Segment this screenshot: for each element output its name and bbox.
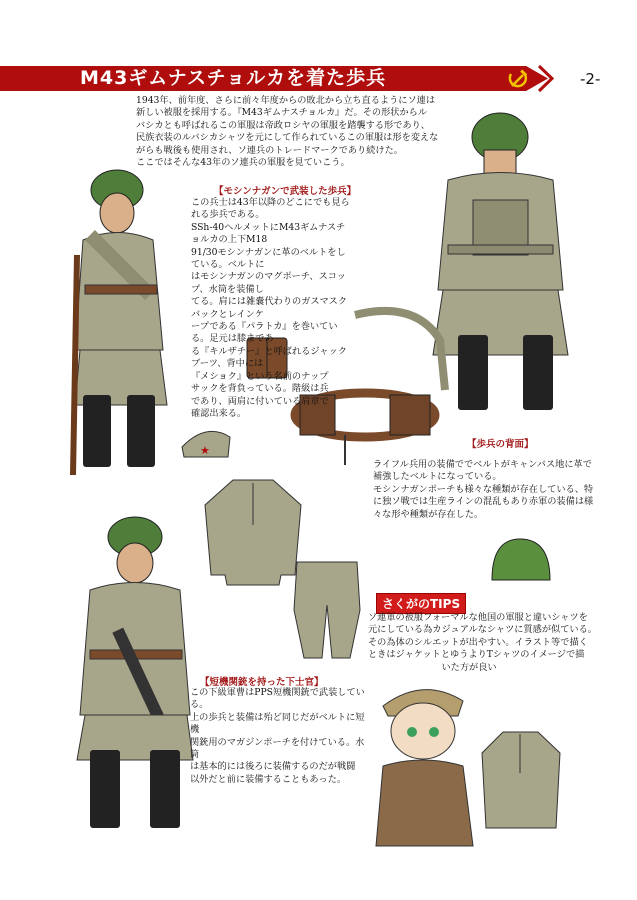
nco-section-title: 【短機関銃を持った下士官】 [200,677,324,688]
breeches-illustration [292,560,362,660]
hammer-sickle-icon [507,68,529,90]
page-title: M43ギムナスチョルカを着た歩兵 [80,67,387,89]
intro-text: 1943年、前年度、さらに前々年度からの敗北から立ち直るようにソ連は 新しい被服を採用する。『M43ギムナスチョルカ』だ。その形状からル バシカとも呼ばれるこの軍服は帝政ロシヤの軍服を踏襲する形であり、 民族衣装のルバシカシャツを元にして作られているこの軍服は形を変えな がらも戦後も使用され、ソ連兵のトレードマークであり続けた。 ここではそんな43年のソ連兵の軍服を見ていこう。 [136,95,439,169]
back-description: ライフル兵用の装備ででベルトがキャンバス地に革で 補強したベルトになっている。 モシンナガンポーチも様々な種類が存在している、特 に独ソ戦では生産ラインの混乱もあり赤軍の装備は様 々な形や種類が存在した。 [373,459,594,520]
nco-illustration [65,515,205,855]
rifleman-description: この兵士は43年以降のどこにでも見られる歩兵である。 SSh-40ヘルメットにM43ギムナスチョルカの上下M18 91/30モシンナガンに革のベルトをしている。ベルトに はモシンナガンのマグポーチ、スコップ、水筒を装備し てる。肩には雑嚢代わりのガスマスクバックとレインケ ープである『パラトカ』を巻いている。足元は膝まであ る『キルザチー』と呼ばれるジャックブーツ、背中には 『メショク』という名前のナップ サックを背負っている。階級は兵 であり、両肩に付いている肩章で 確認出来る。 [191,197,350,419]
rifleman-illustration [55,165,185,485]
pilotka-cap-illustration [180,422,232,462]
tips-description: ソ連軍の被服フォーマルな他国の軍服と違いシャツを 元にしている為カジュアルなシャツに質感が似ている。 その為体のシルエットが出やすい。イラスト等で描く ときはジャケットとゆうよりTシャツのイメージで描 いた方が良い [368,612,597,673]
gymnastyorka-jacket-illustration [203,475,303,587]
svg-text:★: ★ [200,444,210,457]
chibi-character-illustration [368,676,483,851]
nco-description: この下級軍曹はPPS短機関銃で武装している。 上の歩兵と装備は殆ど同じだがベルトに短機 関銃用のマガジンポーチを付けている。水筒 は基本的には後ろに装備するのだが戦闘 以外だと前に装備することもあった。 [190,687,365,785]
tips-label: さくがのTIPS [376,593,466,614]
rifleman-section-title: 【モシンナガンで武装した歩兵】 [214,186,357,197]
shirt-illustration [478,728,563,833]
back-section-title: 【歩兵の背面】 [467,439,534,450]
chevron-right-icon [536,64,558,93]
ssh40-helmet-illustration [488,535,553,590]
page-number: -2- [580,70,601,88]
